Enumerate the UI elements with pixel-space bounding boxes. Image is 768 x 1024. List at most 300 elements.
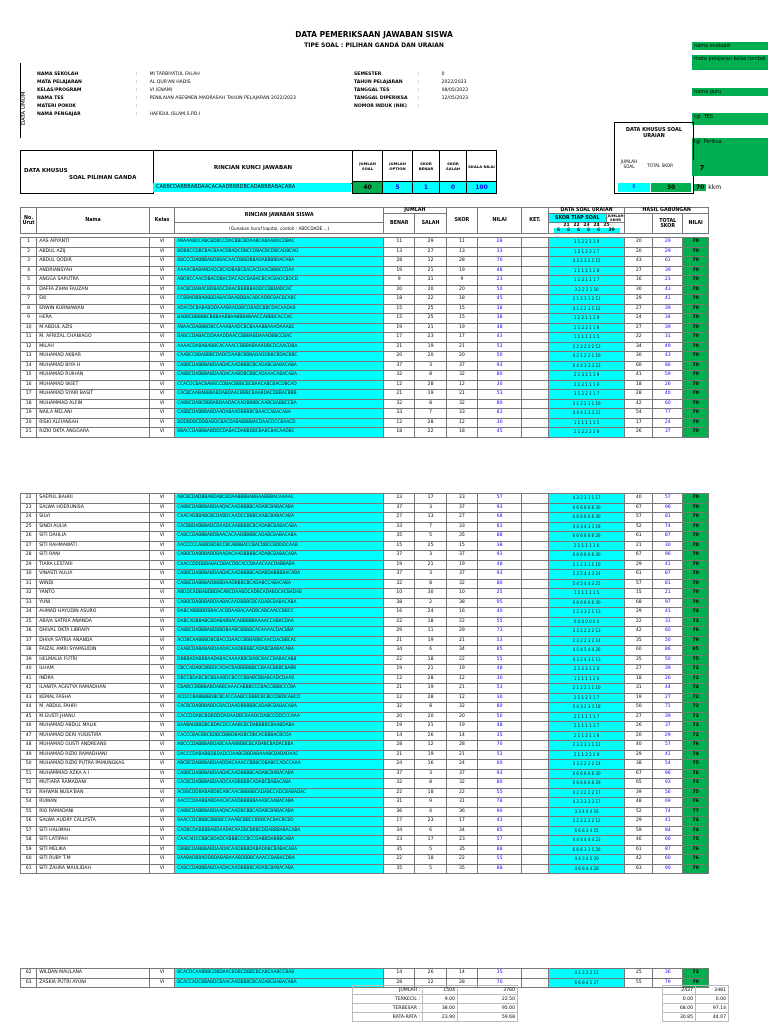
- total-skor: 20: [625, 247, 653, 257]
- student-name[interactable]: WILDAN MAULANA: [37, 969, 150, 979]
- ident-value[interactable]: 2022/2023: [441, 79, 467, 85]
- student-name[interactable]: M. AFRIZAL CHANIAGO: [37, 333, 150, 343]
- uraian-skor[interactable]: 2 3 2 3 1 1 12: [548, 741, 625, 751]
- uraian-jumlah-soal[interactable]: 6: [618, 183, 650, 192]
- nilai: 80: [478, 579, 522, 589]
- student-name[interactable]: MILAH: [37, 342, 150, 352]
- student-name[interactable]: RIZKI OKTA ANGGARA: [37, 428, 150, 438]
- student-class: VI: [149, 722, 175, 732]
- student-name[interactable]: WINDI: [37, 579, 150, 589]
- student-name[interactable]: HERA: [37, 314, 150, 324]
- nilai-gabungan: 54: [653, 760, 683, 770]
- benar: 21: [384, 390, 415, 400]
- nilai: 48: [478, 665, 522, 675]
- students-table-1: [20, 237, 709, 438]
- student-class: VI: [149, 798, 175, 808]
- uraian-skor[interactable]: 2 1 3 2 1 1 9: [548, 371, 625, 381]
- ident-value[interactable]: [422, 102, 470, 110]
- row-no: 3: [21, 257, 37, 267]
- student-row: [21, 551, 709, 561]
- uraian-skor[interactable]: 6 6 6 4 5 27: [548, 978, 625, 988]
- nilai: 33: [478, 247, 522, 257]
- student-answers[interactable]: CABBCDABBBABDAADACAADBBBBCADABDABBBBACABA: [175, 570, 384, 580]
- student-class: VI: [149, 570, 175, 580]
- student-name[interactable]: RUWAN: [37, 798, 150, 808]
- skor: 32: [446, 399, 477, 409]
- student-answers[interactable]: ACDCCBABBBBDBCBCACCAABCCBBBCBCBCCDBDCABCD: [175, 693, 384, 703]
- benar: 20: [384, 352, 415, 362]
- student-row: [21, 636, 709, 646]
- student-row: [21, 371, 709, 381]
- student-answers[interactable]: CAABCDABABABDAADACAADBBBBCADABCBABACABA: [175, 646, 384, 656]
- student-answers[interactable]: BDDBDBCBDBABDCBACDABABBBBACDAACDCCBAACD: [175, 418, 384, 428]
- uraian-skor[interactable]: 3 1 2 2 1 1 7: [548, 390, 625, 400]
- row-no: 7: [21, 295, 37, 305]
- nilai-gabungan: 36: [653, 969, 683, 979]
- nilai-gabungan: 43: [653, 285, 683, 295]
- student-row: [21, 323, 709, 333]
- salah: 18: [415, 788, 446, 798]
- uraian-skor[interactable]: 2 2 2 2 2 2 12: [548, 817, 625, 827]
- student-answers[interactable]: ABDDCADBABDBDACABCDAABDCADBCADABDCACBADAB: [175, 589, 384, 599]
- uraian-skor[interactable]: 3 1 2 2 1 1 10: [548, 399, 625, 409]
- skor: 37: [446, 769, 477, 779]
- student-answers[interactable]: CBCCADABCBBBDCADACBABBBBBBCCBAACBBBCBABB: [175, 665, 384, 675]
- student-name[interactable]: FAIZAL AMRI SYAMSUDIN: [37, 646, 150, 656]
- student-answers[interactable]: CAABCCBBABBBCDADCDAABCBBBABADDBBCBDACBBC: [175, 352, 384, 362]
- student-name[interactable]: SILVI: [37, 513, 150, 523]
- row-no: 26: [21, 532, 37, 542]
- student-answers[interactable]: CABBCDABBBABDAADACAADBBBCBCADABCBABACABA: [175, 361, 384, 371]
- ident-value[interactable]: AL QUR'AN HADIS: [149, 79, 191, 85]
- student-answers[interactable]: CABBCDABBBABDAADABAADBBBBCBAACCABACABA: [175, 409, 384, 419]
- student-answers[interactable]: CAACADCCBBCBDADCABBBCCCBCCDABBDABBBCABA: [175, 836, 384, 846]
- row-no: 31: [21, 579, 37, 589]
- student-name[interactable]: ABIVA SATRIA ANANDA: [37, 617, 150, 627]
- student-class: VI: [149, 276, 175, 286]
- student-answers[interactable]: CACBBDABBBADCDAADCAABBBBCBCADABCBABACABA: [175, 522, 384, 532]
- kkm-cell: 70: [683, 371, 709, 381]
- student-name[interactable]: MUHAMAD RIZKI RAMADHANI: [37, 750, 150, 760]
- student-name[interactable]: ANGGA SAPUTRA: [37, 276, 150, 286]
- benar: 33: [384, 522, 415, 532]
- student-name[interactable]: M.ABDUL AZIS: [37, 323, 150, 333]
- student-answers[interactable]: BAABADBBDBCBDACDCCAABCBCDABBBBCBAABDABA: [175, 722, 384, 732]
- kunci-jawaban[interactable]: CABBCDABBBABDAACACAADBBBDBCADABBBABACABA: [153, 183, 351, 192]
- uraian-skor[interactable]: 4 3 2 4 3 1 13: [548, 655, 625, 665]
- uraian-skor[interactable]: 6 4 4 3 3 3 23: [548, 361, 625, 371]
- student-name[interactable]: SITI ZAHRA MAULIDAH: [37, 864, 150, 874]
- nilai: 93: [478, 551, 522, 561]
- salah: 12: [415, 257, 446, 267]
- nilai: 50: [478, 285, 522, 295]
- student-name[interactable]: M.GUSTI JHANU: [37, 712, 150, 722]
- student-answers[interactable]: AACCCCCABBDBDBCCBCABBBACCBACDBCCBDDDCAAB: [175, 541, 384, 551]
- uraian-skor[interactable]: 1 2 2 1 1 1 9: [548, 314, 625, 324]
- student-name[interactable]: INDRA: [37, 674, 150, 684]
- uraian-skor[interactable]: 6 6 6 6 6 6 26: [548, 532, 625, 542]
- row-no: 1: [21, 238, 37, 248]
- student-answers[interactable]: CBABCCBBBBABDABBCAAACABBBCCCBACCBBBCCCBA: [175, 684, 384, 694]
- page-title: DATA PEMERIKSAAN JAWABAN SISWA: [295, 30, 453, 39]
- kkm-input[interactable]: 7: [693, 160, 711, 176]
- ident-value[interactable]: 08/05/2023: [441, 87, 469, 93]
- student-name[interactable]: DHIVA SATRIA ANANDA: [37, 636, 150, 646]
- uraian-skor[interactable]: 2 1 1 2 2 2 8: [548, 750, 625, 760]
- student-answers[interactable]: AAAACDABABABBCACAAACCBBBABAAADBCDCAACDBA: [175, 342, 384, 352]
- khusus-value[interactable]: 40: [353, 182, 383, 194]
- skor: 19: [446, 560, 477, 570]
- student-answers[interactable]: BCACCADCBBABDCBAACAADBBBCBCADABCBABACABA: [175, 978, 384, 988]
- student-answers[interactable]: CADBCDABBBBABDAADACAADBCBBBCDDABBBABACABA: [175, 826, 384, 836]
- uraian-skor[interactable]: 2 3 2 2 3 2 14: [548, 636, 625, 646]
- uraian-skor[interactable]: 6 6 6 6 6 6 30: [548, 551, 625, 561]
- student-name[interactable]: MUHAMAD AKBAR: [37, 352, 150, 362]
- nilai-gabungan: 29: [653, 247, 683, 257]
- khusus-value[interactable]: 100: [467, 182, 497, 194]
- student-name[interactable]: SALWA AUDRY CALLYSTA: [37, 817, 150, 827]
- student-name[interactable]: MUHAMAD BIYA H: [37, 361, 150, 371]
- student-name[interactable]: SINDI AULIA: [37, 522, 150, 532]
- uraian-skor[interactable]: 2 1 2 2 1 1 8: [548, 323, 625, 333]
- student-name[interactable]: SAEPUL BAHRI: [37, 494, 150, 504]
- uraian-skor[interactable]: 6 6 6 6 6 6 30: [548, 598, 625, 608]
- nilai: 48: [478, 722, 522, 732]
- student-name[interactable]: SITI HALIMAH: [37, 826, 150, 836]
- benar: 22: [384, 788, 415, 798]
- ket: [522, 494, 549, 504]
- student-name[interactable]: SITI LATIPAH: [37, 836, 150, 846]
- uraian-skor[interactable]: 2 1 1 1 1 1 7: [548, 722, 625, 732]
- student-answers[interactable]: BAABADBBADDBDABABAAABDBBBCAAACCBABACDBA: [175, 855, 384, 865]
- student-class: VI: [149, 693, 175, 703]
- student-name[interactable]: SITI RANI: [37, 551, 150, 561]
- khusus-value[interactable]: 5: [383, 182, 413, 194]
- uraian-skor[interactable]: 4 3 2 3 2 1 15: [548, 257, 625, 267]
- student-answers[interactable]: ADACDCBABABDDAAABAADBBCDBADCBBCDACAADAB: [175, 304, 384, 314]
- student-answers[interactable]: BABBCBBBBBCBBBAABBAABBBABAACCABBBCACCAC: [175, 314, 384, 324]
- ident-value[interactable]: VI (ENAM): [149, 87, 173, 93]
- skor: 16: [446, 608, 477, 618]
- student-name[interactable]: SALWA HOERUNISA: [37, 503, 150, 513]
- salah: 28: [415, 674, 446, 684]
- skor: 28: [446, 978, 477, 988]
- student-name[interactable]: AHMAD HAYUDIN ASURO: [37, 608, 150, 618]
- student-answers[interactable]: CACBCDABBBABDCBACDAADBBBBBCADABCBABACABA: [175, 703, 384, 713]
- uraian-skor[interactable]: 6 6 6 6 6 6 30: [548, 513, 625, 523]
- ident-colon: :: [418, 103, 420, 109]
- student-name[interactable]: ZASKIA PUTRI AYUNI: [37, 978, 150, 988]
- benar: 15: [384, 304, 415, 314]
- kkm-cell: 72: [683, 674, 709, 684]
- student-answers[interactable]: CBBBCDABBBABDAADACAADBBBDABADABCBABACABA: [175, 845, 384, 855]
- student-name[interactable]: VINASTI AULIA: [37, 570, 150, 580]
- student-answers[interactable]: BABCCDABACDDAAADDAACCBBBABDAAADBBCCBAC: [175, 333, 384, 343]
- student-name[interactable]: KEMAL FASHA: [37, 693, 150, 703]
- student-name[interactable]: MUTIARA RAMADANI: [37, 779, 150, 789]
- student-name[interactable]: RIO RAMADANI: [37, 807, 150, 817]
- uraian-skor[interactable]: 2 2 3 3 2 1 13: [548, 608, 625, 618]
- skor: 19: [446, 266, 477, 276]
- student-answers[interactable]: CABBCDABBBABDBAADACAADBBBBCADABCBABACABA: [175, 551, 384, 561]
- uraian-skor[interactable]: 1 1 1 1 1 2 6: [548, 674, 625, 684]
- student-name[interactable]: YUNI: [37, 598, 150, 608]
- uraian-skor[interactable]: 5 4 5 4 4 3 25: [548, 579, 625, 589]
- student-name[interactable]: ABDUL QODIR: [37, 257, 150, 267]
- student-name[interactable]: SITI MELIKA: [37, 845, 150, 855]
- summary-gap: [518, 1013, 663, 1022]
- ident-colon: :: [136, 87, 138, 93]
- student-answers[interactable]: BBCCCDABBBABDBBACAACDBBDBBADABBBBDACABA: [175, 257, 384, 267]
- uraian-skor[interactable]: 2 1 1 2 1 1 7: [548, 693, 625, 703]
- uraian-skor[interactable]: 5 3 5 4 4 3 24: [548, 570, 625, 580]
- legend-item: tgl. Periksa: [692, 138, 768, 176]
- student-answers[interactable]: DABCABBBBDBBACACBDAABACAADBCABCAACCBBCC: [175, 608, 384, 618]
- student-answers[interactable]: CABBCDABBBABDAADACAADBBBBCADABCBABACABA: [175, 503, 384, 513]
- student-name[interactable]: MUHAMAD GUSTI ANDREANS: [37, 741, 150, 751]
- uraian-skor[interactable]: 2 1 1 2 1 1 8: [548, 731, 625, 741]
- student-answers[interactable]: CABBCDABBBABDAADACAADBBBBCADABCBABACABA: [175, 769, 384, 779]
- ket: [522, 779, 549, 789]
- student-name[interactable]: ILHAM: [37, 665, 150, 675]
- student-name[interactable]: SITI RAHMAWATI: [37, 541, 150, 551]
- summary-c: 2437: [663, 986, 696, 995]
- uraian-skor[interactable]: 4 1 2 2 1 1 12: [548, 304, 625, 314]
- student-answers[interactable]: AAAACBABABDADCBCADBABCBACACDAACBBBCCDAA: [175, 266, 384, 276]
- student-answers[interactable]: DACCCDABABBDBDADCDAABCBBDABAAABCBADADAAC: [175, 750, 384, 760]
- student-answers[interactable]: BAACCDCBBBCBBBBCCAAABCBBCCBDBCACBACBCBD: [175, 817, 384, 827]
- nilai: 57: [478, 836, 522, 846]
- nilai-gabungan: 29: [653, 238, 683, 248]
- uraian-skor[interactable]: 6 6 6 6 6 6 30: [548, 769, 625, 779]
- soal-no: 23: [583, 223, 590, 228]
- uraian-skor[interactable]: 2 1 1 1 1 1 7: [548, 712, 625, 722]
- ket: [522, 731, 549, 741]
- benar: 13: [384, 247, 415, 257]
- uraian-skor[interactable]: 6 6 6 6 6 6 29: [548, 779, 625, 789]
- student-answers[interactable]: ABCBCDADBBABDABCBDAABBBBABBAABBBACAAAAC: [175, 494, 384, 504]
- col-rincian: RINCIAN JAWABAN SISWA: [175, 208, 384, 223]
- nilai: 35: [478, 731, 522, 741]
- ident-value[interactable]: 12/05/2023: [441, 95, 469, 101]
- kkm-cell: 75: [683, 655, 709, 665]
- student-answers[interactable]: BBACCDABBBABDDCDABACDABBDBCBABCBACAADBC: [175, 428, 384, 438]
- total-skor: 29: [625, 817, 653, 827]
- uraian-skor[interactable]: 4 2 1 2 2 1 10: [548, 352, 625, 362]
- uraian-head: JUMLAH SOAL: [620, 159, 638, 169]
- student-name[interactable]: ERWIN KURNIAWAN: [37, 304, 150, 314]
- student-name[interactable]: DAFFA ZIHNI FAUZAN: [37, 285, 150, 295]
- uraian-skor[interactable]: 4 3 3 3 3 3 17: [548, 798, 625, 808]
- student-answers[interactable]: BDBBCCDBCBACBAACDBADCDBCCDBACBCDBCADBCAD: [175, 247, 384, 257]
- total-skor: 27: [625, 712, 653, 722]
- uraian-skor[interactable]: 3 1 2 2 1 1 9: [548, 238, 625, 248]
- student-name[interactable]: MUHAMAD SKIET: [37, 380, 150, 390]
- ident-value[interactable]: MI TARBIYATUL FALAH: [149, 71, 200, 77]
- student-answers[interactable]: CABCCDABBBABDAADACAADBBBBCADABCBABACABA: [175, 864, 384, 874]
- uraian-skor[interactable]: 4 1 2 2 2 11: [548, 969, 625, 979]
- row-no: 30: [21, 570, 37, 580]
- student-name[interactable]: DHIVAL OKTA LIBRARY: [37, 627, 150, 637]
- uraian-skor[interactable]: 4 4 4 4 4 4 23: [548, 836, 625, 846]
- ident-value[interactable]: HAFIDUL ISLAM,S.PD.I: [149, 111, 201, 117]
- summary-gap: [518, 1004, 663, 1013]
- student-name[interactable]: AAS ARYANTI: [37, 238, 150, 248]
- uraian-total-skor[interactable]: 30: [651, 183, 691, 192]
- nilai: 93: [478, 503, 522, 513]
- nilai: 48: [478, 560, 522, 570]
- uraian-skor[interactable]: 4 4 3 4 3 3 19: [548, 522, 625, 532]
- uraian-skor[interactable]: 5 4 3 2 3 3 18: [548, 703, 625, 713]
- uraian-skor[interactable]: 4 3 2 3 1 1 17: [548, 494, 625, 504]
- uraian-skor[interactable]: 2 2 2 2 2 2 13: [548, 342, 625, 352]
- student-answers[interactable]: CAACADBBABCBCDABDCAADCCBBBCAABCBABACABA: [175, 513, 384, 523]
- ident-value[interactable]: [140, 102, 298, 110]
- student-answers[interactable]: CABBCDABBBABDBBDBAABCBBBBCACAAAACDACBBA: [175, 627, 384, 637]
- uraian-skor[interactable]: 1 1 1 1 1 1 5: [548, 589, 625, 599]
- uraian-skor[interactable]: 4 2 3 2 2 2 17: [548, 788, 625, 798]
- nilai-gabungan: 57: [653, 494, 683, 504]
- nilai: 53: [478, 636, 522, 646]
- uraian-skor[interactable]: 1 2 1 2 2 1 7: [548, 247, 625, 257]
- legend-item: tgl. TES: [692, 113, 768, 125]
- soal-max: 6: [574, 228, 584, 233]
- student-name[interactable]: SITI DAHLIA: [37, 532, 150, 542]
- student-answers[interactable]: ACBBCDDBABABDBCABCAACBBBBBCADABCCADCBABADAC: [175, 788, 384, 798]
- khusus-value[interactable]: 0: [440, 182, 467, 194]
- student-name[interactable]: YANTO: [37, 589, 150, 599]
- ket: [522, 399, 549, 409]
- student-answers[interactable]: ABCBCDABBBABDAADDACAAACCBBBCDBABCCADCCAAA: [175, 760, 384, 770]
- uraian-skor[interactable]: 2 1 2 3 1 2 11: [548, 295, 625, 305]
- student-answers[interactable]: CCACDCBACBABBCCDBACBBBCBCBAACABCBACDBCAD: [175, 380, 384, 390]
- uraian-skor[interactable]: 2 1 2 1 1 1 6: [548, 380, 625, 390]
- student-class: VI: [149, 503, 175, 513]
- uraian-skor[interactable]: 2 1 2 2 1 1 10: [548, 684, 625, 694]
- student-name[interactable]: EKI: [37, 295, 150, 305]
- student-answers[interactable]: ABCCCDABBBABDABCAAABBBBCBCADABCBADACBBA: [175, 741, 384, 751]
- student-name[interactable]: RIHWAN NUSA'BAN: [37, 788, 150, 798]
- student-answers[interactable]: CACCCBACBBCBDBCDBBDBADBCDBCACBBBACBCDA: [175, 731, 384, 741]
- student-name[interactable]: MUHAMMAD AZKA A.I: [37, 769, 150, 779]
- student-name[interactable]: RISKI ALFIANSAH: [37, 418, 150, 428]
- side-label: DATA UMUM: [21, 91, 27, 125]
- student-row: [21, 665, 709, 675]
- uraian-skor[interactable]: 2 1 2 2 2 2 8: [548, 428, 625, 438]
- uraian-skor[interactable]: 3 3 2 2 2 2 13: [548, 627, 625, 637]
- student-name[interactable]: M. ABDUL FAHRI: [37, 703, 150, 713]
- data-umum-frame: [20, 63, 33, 138]
- student-answers[interactable]: CABBCDABBBABDAADACAABDBCBBCADAAACABACABA: [175, 371, 384, 381]
- uraian-skor[interactable]: 2 1 2 2 1 2 8: [548, 665, 625, 675]
- student-name[interactable]: ABDUL AZIJ: [37, 247, 150, 257]
- student-name[interactable]: MUHAMMAD ALFIN: [37, 399, 150, 409]
- student-answers[interactable]: ABDBCCAACDBACDBACDACADCBABACBCACBADCBDCD: [175, 276, 384, 286]
- student-answers[interactable]: DABCADBBABCBDABABBACABBBBBAAAACCABACDAA: [175, 617, 384, 627]
- student-name[interactable]: TIARA LESTARI: [37, 560, 150, 570]
- uraian-skor[interactable]: 6 6 6 6 6 6 30: [548, 503, 625, 513]
- skor: 23: [446, 494, 477, 504]
- kkm-cell: 73: [683, 712, 709, 722]
- student-answers[interactable]: CCBBADBBABBBDABACBAABDBACABCADBCBACBCABC: [175, 295, 384, 305]
- uraian-skor[interactable]: 4 4 4 3 3 3 21: [548, 409, 625, 419]
- uraian-skor[interactable]: 0 0 0 0 0 0 0: [548, 617, 625, 627]
- kkm-text: kkm: [708, 184, 722, 191]
- uraian-skor[interactable]: 1 1 1 2 1 2 8: [548, 266, 625, 276]
- student-answers[interactable]: CACCDDABCBDBDDDADAADBCBAADCDABCCDDCCCAAA: [175, 712, 384, 722]
- uraian-skor[interactable]: 6 6 6 3 4 25: [548, 826, 625, 836]
- student-name[interactable]: SITI RUBY T.M: [37, 855, 150, 865]
- kkm-cell: 76: [683, 627, 709, 637]
- student-answers[interactable]: CACBCAABABBBABDABDAACBBBCBAABDACDBBACBBB: [175, 390, 384, 400]
- uraian-skor[interactable]: 4 4 3 4 5 20: [548, 855, 625, 865]
- uraian-skor[interactable]: 4 6 6 4 4 28: [548, 864, 625, 874]
- ket: [522, 741, 549, 751]
- student-answers[interactable]: CABBCDABCBBBABDAADACAADBBBBCAABCBABBCCBA: [175, 399, 384, 409]
- student-answers[interactable]: CABBCDABBBABDAABACAADBBBCBCADABCBABACABA: [175, 598, 384, 608]
- nilai-gabungan: 39: [653, 304, 683, 314]
- student-answers[interactable]: CABBCDABBBABDAADACAADBCBBCADABCBABACABA: [175, 807, 384, 817]
- student-answers[interactable]: CAACCDDDBBABACDBACDBCACCBAAACAACDABBABA: [175, 560, 384, 570]
- student-answers[interactable]: BCACDCAABBBCDBDAACBDBCDBBCBCABCAABCCBAB: [175, 969, 384, 979]
- summary-d: 3481: [696, 986, 729, 995]
- uraian-skor[interactable]: 4 5 4 5 4 4 26: [548, 646, 625, 656]
- student-row: [21, 494, 709, 504]
- student-name[interactable]: MUHAMAD SYAIR BASIT: [37, 390, 150, 400]
- ident-value[interactable]: 0: [441, 71, 445, 77]
- student-answers[interactable]: ABAAABDCABCBDBCCDACBBCBDAABCABAABDCDBAC: [175, 238, 384, 248]
- student-answers[interactable]: AACCCDAABBABDAACACAADBBBBBAAABCAABACABA: [175, 798, 384, 808]
- skor: 27: [446, 513, 477, 523]
- benar: 37: [384, 361, 415, 371]
- student-name[interactable]: MUHAMAD RIZKI PUTRA PAMUNGKAS: [37, 760, 150, 770]
- row-no: 37: [21, 636, 37, 646]
- uraian-skor[interactable]: 3 3 2 2 2 2 14: [548, 760, 625, 770]
- row-no: 57: [21, 826, 37, 836]
- student-answers[interactable]: ACDBCAABBBDBCBACCDAACCBBBABBCAACDACBBCAC: [175, 636, 384, 646]
- ident-value[interactable]: PENILAIAN ASESMEN MADRASAH TAHUN PELAJARAN 2022/2023: [149, 95, 296, 101]
- student-name[interactable]: ILANITA AGISTYA RAMADHAN: [37, 684, 150, 694]
- uraian-skor[interactable]: 1 1 1 1 1 1 5: [548, 418, 625, 428]
- student-row: [21, 579, 709, 589]
- uraian-skor[interactable]: 6 6 6 3 3 5 26: [548, 845, 625, 855]
- uraian-skor[interactable]: 1 1 1 1 1 1 5: [548, 333, 625, 343]
- student-name[interactable]: MUHAMAD ABDUL MALIK: [37, 722, 150, 732]
- student-name[interactable]: MUHAMAD DERI YUSISTIRA: [37, 731, 150, 741]
- uraian-skor[interactable]: 1 1 2 1 1 1 7: [548, 276, 625, 286]
- student-answers[interactable]: AACBCDABACBDBADCDAACBBBBBADDCCBBDADCAC: [175, 285, 384, 295]
- row-no: 13: [21, 352, 37, 362]
- uraian-skor[interactable]: 3 2 2 2 1 10: [548, 285, 625, 295]
- student-answers[interactable]: CABCCDABBBABDBAACACAADBBBBCADABCBABACABA: [175, 532, 384, 542]
- student-name[interactable]: NAILA MELANI: [37, 409, 150, 419]
- student-name[interactable]: ANDRIANSYAH: [37, 266, 150, 276]
- student-answers[interactable]: DBCCBDABCBCBBAABDCBCCCBBABCBBABCADCDAAB: [175, 674, 384, 684]
- student-answers[interactable]: CACBCDABBBABDAADCAADBBBBCADABCBABACABA: [175, 779, 384, 789]
- student-answers[interactable]: CABBCDABBBADBBBDAADBBBCBCADABCCABACABA: [175, 579, 384, 589]
- ident-colon: :: [136, 79, 138, 85]
- student-answers[interactable]: ABAACDABBBDBCCAAABAADCBCBAAABBAAADAAABC: [175, 323, 384, 333]
- khusus-value[interactable]: 1: [413, 182, 440, 194]
- uraian-skor[interactable]: 2 1 1 1 1 1 6: [548, 541, 625, 551]
- student-answers[interactable]: DBBBADABBBAADABACAAAABBCBABCBACCBABACABB: [175, 655, 384, 665]
- ident-colon: :: [136, 71, 138, 77]
- salah: 8: [415, 703, 446, 713]
- uraian-skor[interactable]: 3 3 4 4 4 16: [548, 807, 625, 817]
- student-name[interactable]: MUHAMAD RUIHAN: [37, 371, 150, 381]
- uraian-skor[interactable]: 2 1 2 3 1 1 10: [548, 560, 625, 570]
- student-name[interactable]: HELMALIA FUTRI: [37, 655, 150, 665]
